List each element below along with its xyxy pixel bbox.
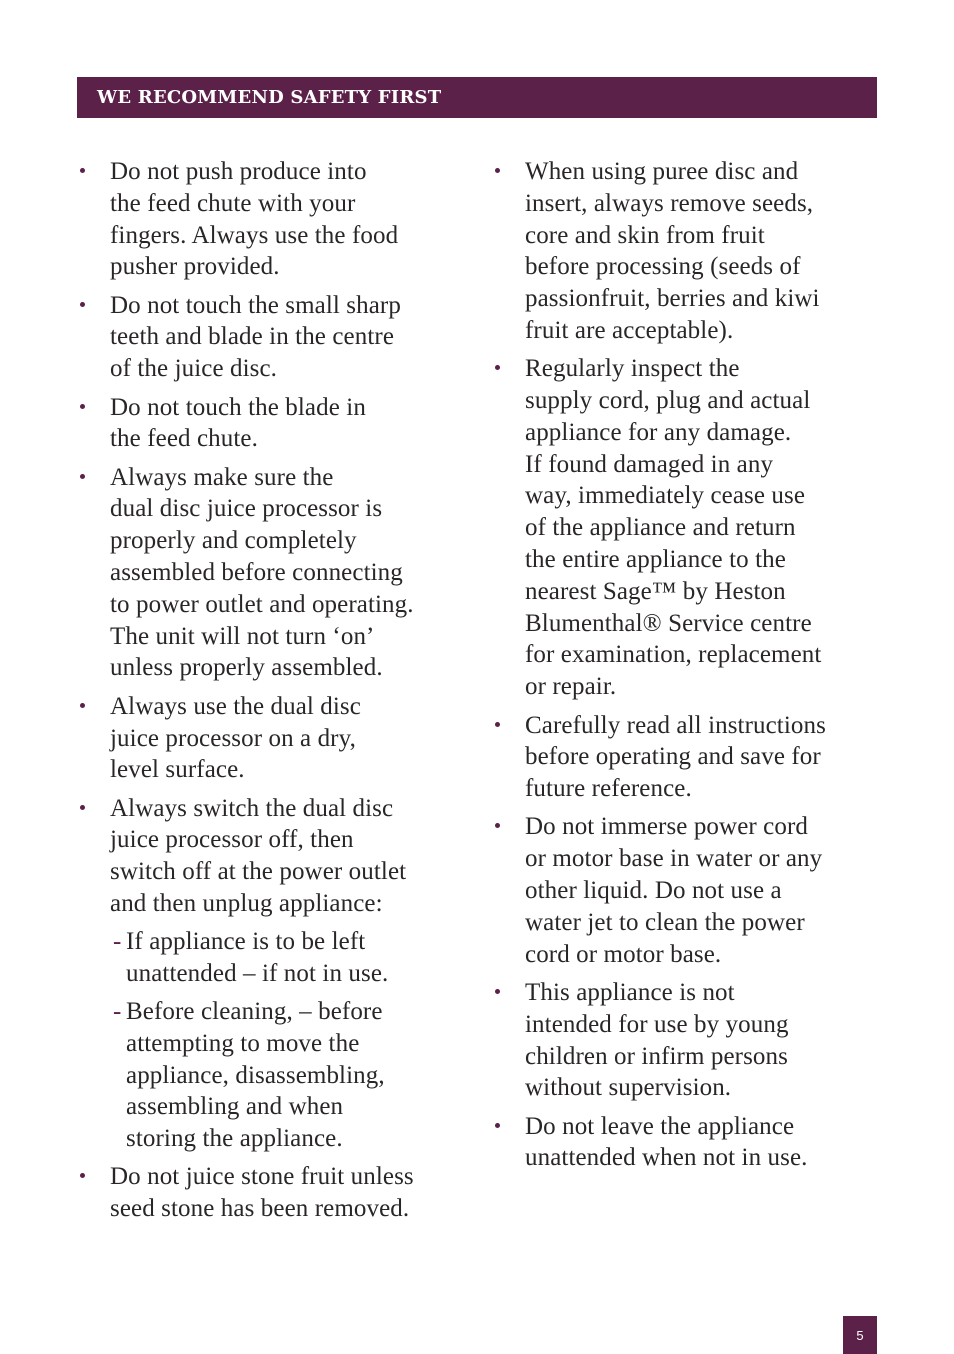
list-item	[495, 977, 885, 1104]
list-item	[495, 811, 885, 970]
bullet-icon	[495, 168, 500, 173]
list-item-text: Do not leave the appliance unattended when not in use.	[525, 1112, 808, 1172]
bullet-icon	[495, 989, 500, 994]
page-number-badge	[843, 1316, 877, 1354]
list-item-text: Always make sure the dual disc juice processor is properly and completely assembled before connecting to power outlet and operating. The unit will not turn ‘on’ unless properly assembled.	[110, 463, 414, 682]
list-item	[80, 691, 465, 786]
bullet-icon	[495, 823, 500, 828]
list-item-text: Do not juice stone fruit unless seed stone has been removed.	[110, 1163, 414, 1223]
section-title: WE RECOMMEND SAFETY FIRST	[97, 87, 442, 108]
safety-list-left	[80, 156, 465, 1225]
dash-icon: -	[113, 927, 122, 955]
bullet-icon	[80, 474, 85, 479]
list-item-text: Do not immerse power cord or motor base in water or any other liquid. Do not use a water jet to clean the power cord or motor base.	[525, 813, 823, 968]
list-item	[80, 1161, 465, 1225]
list-item	[80, 156, 465, 283]
bullet-icon	[80, 805, 85, 810]
list-item	[495, 710, 885, 805]
list-item-text: Do not touch the small sharp teeth and blade in the centre of the juice disc.	[110, 291, 401, 383]
list-item	[80, 462, 465, 685]
list-item-text: This appliance is not intended for use by young children or infirm persons without supervision.	[525, 978, 789, 1102]
list-item-text: Carefully read all instructions before operating and save for future reference.	[525, 711, 826, 803]
bullet-icon	[80, 1173, 85, 1178]
bullet-icon	[495, 365, 500, 370]
bullet-icon	[80, 168, 85, 173]
dash-icon: -	[113, 997, 122, 1025]
section-header-bar	[77, 77, 877, 118]
list-item	[80, 793, 465, 1155]
right-column	[495, 156, 885, 1181]
bullet-icon	[495, 722, 500, 727]
safety-list-right	[495, 156, 885, 1174]
list-item-text: When using puree disc and insert, always remove seeds, core and skin from fruit before processing (seeds of passionfruit, berries and kiwi fruit are acceptable).	[525, 158, 820, 344]
list-item	[80, 392, 465, 456]
bullet-icon	[495, 1123, 500, 1128]
bullet-icon	[80, 404, 85, 409]
sub-list	[110, 926, 465, 1155]
sub-list-item-text: Before cleaning, – before attempting to move the appliance, disassembling, assembling and when storing the appliance.	[126, 997, 385, 1153]
list-item-text: Regularly inspect the supply cord, plug and actual appliance for any damage. If found damaged in any way, immediately cease use of the appliance and return the entire appliance to the nearest Sage™ by Heston Blumenthal® Service centre for examination, replacement or repair.	[525, 355, 822, 701]
list-item	[80, 290, 465, 385]
list-item-text: Do not touch the blade in the feed chute.	[110, 393, 366, 453]
list-item-text: Always use the dual disc juice processor on a dry, level surface.	[110, 692, 361, 784]
bullet-icon	[80, 703, 85, 708]
sub-list-item	[110, 926, 465, 990]
page-number: 5	[856, 1327, 864, 1343]
sub-list-item-text: If appliance is to be left unattended – if not in use.	[126, 927, 389, 987]
list-item-text: Do not push produce into the feed chute with your fingers. Always use the food pusher provided.	[110, 158, 399, 281]
sub-list-item	[110, 996, 465, 1155]
list-item	[495, 1111, 885, 1175]
list-item-text: Always switch the dual disc juice processor off, then switch off at the power outlet and then unplug appliance:	[110, 794, 407, 918]
list-item	[495, 353, 885, 703]
left-column	[80, 156, 465, 1232]
list-item	[495, 156, 885, 347]
bullet-icon	[80, 302, 85, 307]
